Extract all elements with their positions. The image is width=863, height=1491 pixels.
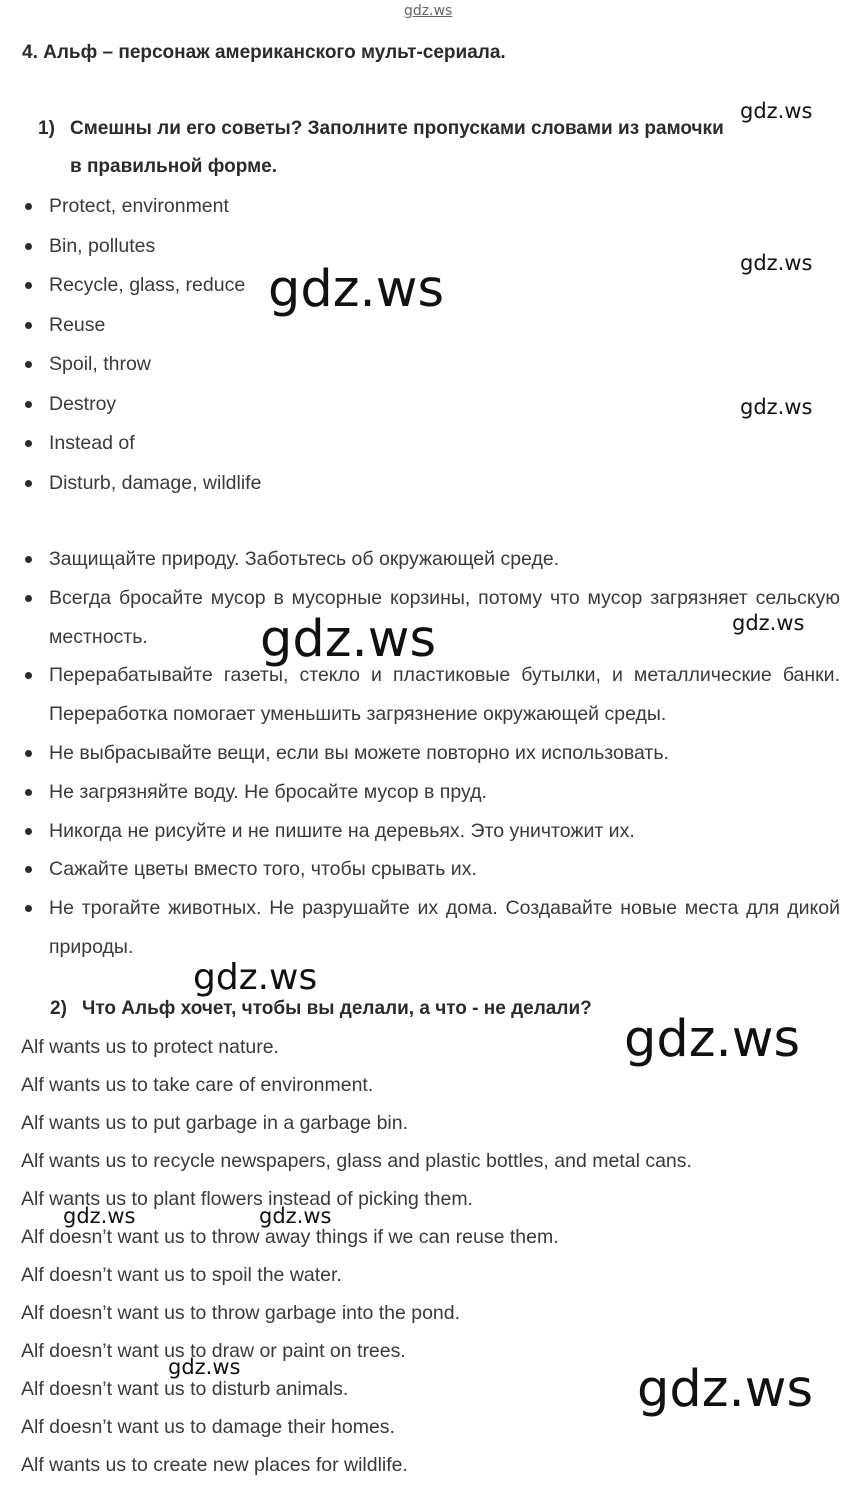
part1-instruction-line2: в правильной форме. <box>70 156 277 177</box>
word-item: Recycle, glass, reduce <box>22 272 261 312</box>
translation-item: Никогда не рисуйте и не пишите на деревьях. Это уничтожит их. <box>22 812 840 851</box>
answer-item: Alf wants us to protect nature. <box>21 1036 279 1058</box>
part2-number: 2) <box>50 998 67 1019</box>
task-title: 4. Альф – персонаж американского мульт-сериала. <box>22 42 506 63</box>
answer-item: Alf wants us to create new places for wildlife. <box>21 1454 408 1476</box>
watermark: gdz.ws <box>624 1010 801 1069</box>
site-link-top[interactable]: gdz.ws <box>404 3 453 19</box>
answer-item: Alf doesn’t want us to throw away things if we can reuse them. <box>21 1226 559 1248</box>
answer-item: Alf wants us to recycle newspapers, glass and plastic bottles, and metal cans. <box>21 1150 692 1172</box>
word-item: Reuse <box>22 312 261 352</box>
watermark: gdz.ws <box>260 610 437 669</box>
word-item: Bin, pollutes <box>22 233 261 273</box>
word-item: Protect, environment <box>22 193 261 233</box>
watermark: gdz.ws <box>168 1355 241 1379</box>
answer-item: Alf doesn’t want us to throw garbage into the pond. <box>21 1302 461 1324</box>
answer-item: Alf wants us to plant flowers instead of picking them. <box>21 1188 473 1210</box>
watermark: gdz.ws <box>259 1204 332 1228</box>
word-item: Disturb, damage, wildlife <box>22 470 261 510</box>
watermark: gdz.ws <box>637 1360 814 1419</box>
part1-number: 1) <box>38 118 55 139</box>
watermark: gdz.ws <box>268 260 445 319</box>
part2-instruction <box>50 998 592 1020</box>
answer-item: Alf wants us to take care of environment. <box>21 1074 374 1096</box>
answer-item: Alf doesn’t want us to disturb animals. <box>21 1378 349 1400</box>
answer-item: Alf doesn’t want us to spoil the water. <box>21 1264 342 1286</box>
translation-item: Защищайте природу. Заботьтесь об окружающей среде. <box>22 540 840 579</box>
watermark: gdz.ws <box>732 611 805 635</box>
word-item: Spoil, throw <box>22 351 261 391</box>
translation-item: Не трогайте животных. Не разрушайте их дома. Создавайте новые места для дикой природы. <box>22 889 840 967</box>
part1-instruction <box>38 118 724 140</box>
translation-item: Не выбрасывайте вещи, если вы можете повторно их использовать. <box>22 734 840 773</box>
word-item: Instead of <box>22 430 261 470</box>
part1-instruction-line1: Смешны ли его советы? Заполните пропусками словами из рамочки <box>70 118 724 139</box>
answer-item: Alf doesn’t want us to draw or paint on trees. <box>21 1340 406 1362</box>
translation-item: Не загрязняйте воду. Не бросайте мусор в пруд. <box>22 773 840 812</box>
word-list <box>22 193 261 509</box>
translation-item: Всегда бросайте мусор в мусорные корзины, потому что мусор загрязняет сельскую местность. <box>22 579 840 657</box>
word-item: Destroy <box>22 391 261 431</box>
part2-instruction-text: Что Альф хочет, чтобы вы делали, а что - не делали? <box>82 998 592 1019</box>
answer-item: Alf doesn’t want us to damage their homes. <box>21 1416 395 1438</box>
watermark: gdz.ws <box>63 1204 136 1228</box>
watermark: gdz.ws <box>740 99 813 123</box>
answer-list <box>21 1032 692 1488</box>
answer-item: Alf wants us to put garbage in a garbage bin. <box>21 1112 409 1134</box>
watermark: gdz.ws <box>740 251 813 275</box>
translation-item: Перерабатывайте газеты, стекло и пластиковые бутылки, и металлические банки. Переработка помогает уменьшить загрязнение окружающей среды. <box>22 656 840 734</box>
translation-list <box>22 540 840 967</box>
watermark: gdz.ws <box>740 395 813 419</box>
watermark: gdz.ws <box>193 957 318 998</box>
translation-item: Сажайте цветы вместо того, чтобы срывать их. <box>22 850 840 889</box>
